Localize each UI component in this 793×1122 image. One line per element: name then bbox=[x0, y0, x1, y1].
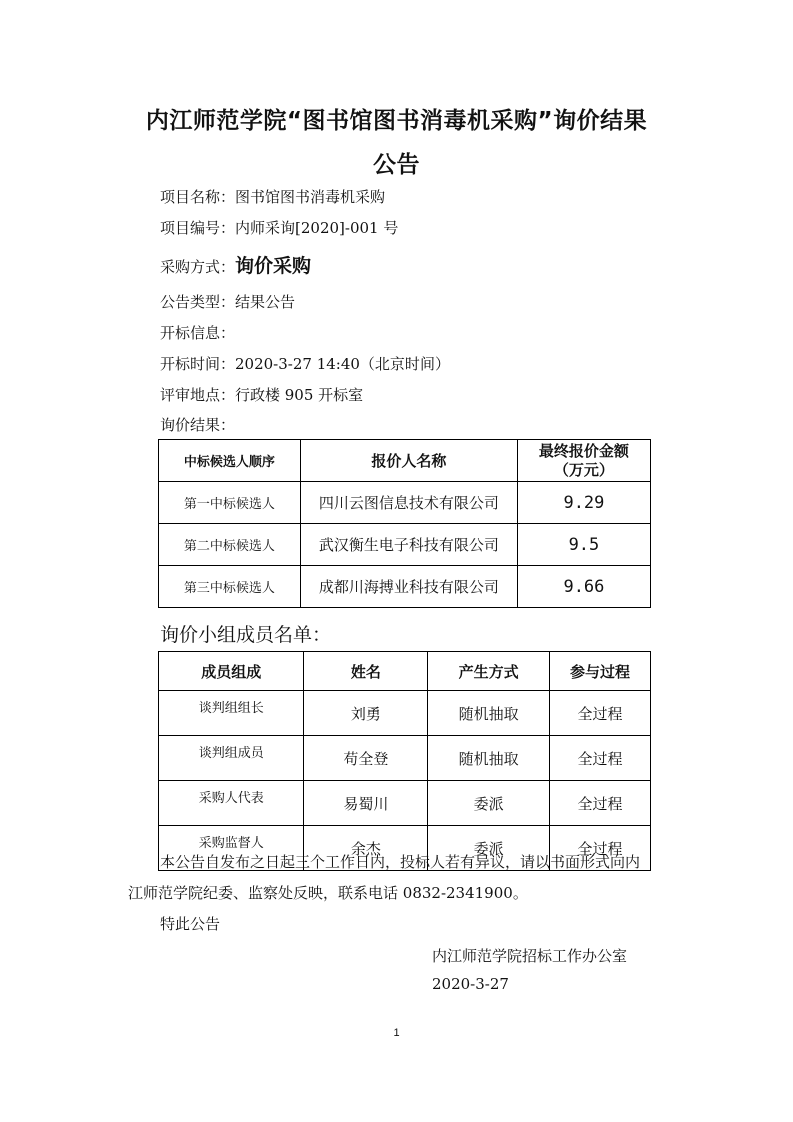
table-row bbox=[159, 736, 651, 781]
procurement-method-label: 采购方式： bbox=[160, 258, 236, 276]
bid-time: 开标时间：2020-3-27 14:40（北京时间） bbox=[160, 355, 450, 373]
objection-notice-line1: 本公告自发布之日起三个工作日内，投标人若有异议，请以书面形式向内 bbox=[160, 853, 641, 871]
issue-date: 2020-3-27 bbox=[432, 975, 509, 993]
notice-type: 公告类型：结果公告 bbox=[160, 293, 296, 311]
role-cell: 采购人代表 bbox=[159, 781, 304, 826]
header-price-line2: （万元） bbox=[553, 460, 614, 479]
table-row bbox=[159, 691, 651, 736]
name-cell: 苟全登 bbox=[304, 736, 428, 781]
results-header-row bbox=[159, 440, 651, 482]
name-cell: 刘勇 bbox=[304, 691, 428, 736]
procurement-method bbox=[160, 251, 311, 278]
project-number: 项目编号：内师采询[2020]-001 号 bbox=[160, 219, 399, 237]
header-bidder: 报价人名称 bbox=[300, 440, 517, 482]
process-cell: 全过程 bbox=[549, 736, 650, 781]
process-cell: 全过程 bbox=[549, 826, 650, 871]
role-cell: 谈判组组长 bbox=[159, 691, 304, 736]
bidder-cell: 成都川海搏业科技有限公司 bbox=[300, 566, 517, 608]
role-cell: 采购监督人 bbox=[159, 826, 304, 871]
document-title-continued: 公告 bbox=[373, 152, 420, 178]
method-cell: 随机抽取 bbox=[428, 691, 550, 736]
method-cell: 随机抽取 bbox=[428, 736, 550, 781]
bid-info-label: 开标信息： bbox=[160, 324, 236, 342]
table-row bbox=[159, 566, 651, 608]
role-cell: 谈判组成员 bbox=[159, 736, 304, 781]
header-price-line1: 最终报价金额 bbox=[538, 441, 629, 460]
rank-cell: 第一中标候选人 bbox=[159, 482, 301, 524]
rank-cell: 第二中标候选人 bbox=[159, 524, 301, 566]
name-cell: 余杰 bbox=[304, 826, 428, 871]
result-label: 询价结果： bbox=[160, 416, 236, 434]
issuer: 内江师范学院招标工作办公室 bbox=[432, 947, 628, 965]
header-method: 产生方式 bbox=[428, 652, 550, 691]
procurement-method-value: 询价采购 bbox=[235, 255, 312, 277]
price-cell: 9.5 bbox=[517, 524, 650, 566]
header-role: 成员组成 bbox=[159, 652, 304, 691]
method-cell: 委派 bbox=[428, 826, 550, 871]
table-row bbox=[159, 482, 651, 524]
table-row bbox=[159, 781, 651, 826]
members-header-row bbox=[159, 652, 651, 691]
document-title: 内江师范学院“图书馆图书消毒机采购”询价结果 bbox=[145, 108, 648, 134]
bidder-cell: 武汉衡生电子科技有限公司 bbox=[300, 524, 517, 566]
special-notice: 特此公告 bbox=[160, 915, 221, 933]
process-cell: 全过程 bbox=[549, 691, 650, 736]
process-cell: 全过程 bbox=[549, 781, 650, 826]
results-table bbox=[158, 439, 651, 608]
price-cell: 9.29 bbox=[517, 482, 650, 524]
members-table bbox=[158, 651, 651, 871]
name-cell: 易蜀川 bbox=[304, 781, 428, 826]
header-process: 参与过程 bbox=[549, 652, 650, 691]
rank-cell: 第三中标候选人 bbox=[159, 566, 301, 608]
bidder-cell: 四川云图信息技术有限公司 bbox=[300, 482, 517, 524]
page-number: 1 bbox=[393, 1027, 400, 1039]
review-place: 评审地点：行政楼 905 开标室 bbox=[160, 386, 364, 404]
header-rank: 中标候选人顺序 bbox=[159, 440, 301, 482]
header-name: 姓名 bbox=[304, 652, 428, 691]
objection-notice-line2: 江师范学院纪委、监察处反映，联系电话 0832-2341900。 bbox=[128, 884, 528, 902]
method-cell: 委派 bbox=[428, 781, 550, 826]
price-cell: 9.66 bbox=[517, 566, 650, 608]
table-row bbox=[159, 524, 651, 566]
project-name: 项目名称：图书馆图书消毒机采购 bbox=[160, 188, 386, 206]
header-price bbox=[517, 440, 650, 482]
group-heading: 询价小组成员名单： bbox=[160, 624, 332, 646]
